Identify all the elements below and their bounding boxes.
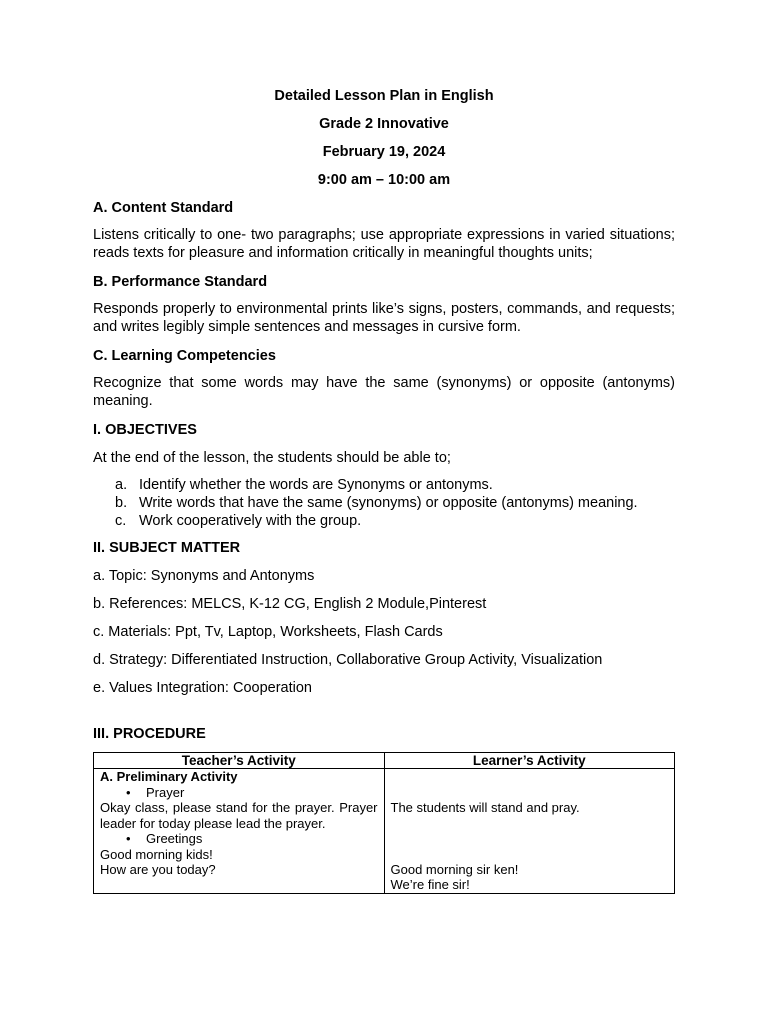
- teacher-prayer-text: Okay class, please stand for the prayer. Prayer leader for today please lead the prayer.: [100, 800, 378, 831]
- table-header-row: [94, 753, 675, 769]
- teacher-activity-header: Teacher’s Activity: [94, 753, 385, 769]
- objective-marker: c.: [115, 513, 127, 529]
- objectives-list: [93, 476, 675, 530]
- learner-greeting-line: Good morning sir ken!: [390, 861, 519, 877]
- objectives-intro: At the end of the lesson, the students should be able to;: [93, 450, 451, 466]
- teacher-activity-cell: [94, 769, 385, 894]
- objective-text: Write words that have the same (synonyms) or opposite (antonyms) meaning.: [139, 495, 638, 511]
- lesson-date: February 19, 2024: [322, 144, 446, 160]
- subject-matter-heading: II. SUBJECT MATTER: [93, 540, 241, 556]
- learner-prayer-text: The students will stand and pray.: [390, 800, 580, 815]
- greetings-bullet: [100, 831, 378, 847]
- subject-values: e. Values Integration: Cooperation: [93, 680, 312, 696]
- objective-marker: a.: [115, 477, 128, 493]
- cell-spacer: [391, 816, 668, 862]
- content-standard-heading: A. Content Standard: [93, 200, 234, 216]
- performance-standard-text: Responds properly to environmental prints like’s signs, posters, commands, and requests; and writes legibly simple sentences and messages in cursive form.: [93, 301, 675, 335]
- cell-spacer: [391, 769, 668, 800]
- objectives-heading: I. OBJECTIVES: [93, 422, 197, 438]
- subject-strategy: d. Strategy: Differentiated Instruction, Collaborative Group Activity, Visualization: [93, 652, 603, 668]
- objective-item: [115, 476, 675, 494]
- grade-label: Grade 2 Innovative: [319, 116, 449, 132]
- learning-competencies-text: Recognize that some words may have the same (synonyms) or opposite (antonyms) meaning.: [93, 375, 675, 409]
- lesson-plan-page: [93, 86, 675, 894]
- objective-item: [115, 512, 675, 530]
- learner-greeting-line: We’re fine sir!: [390, 877, 470, 892]
- bullet-icon: •: [126, 831, 131, 846]
- procedure-table: [93, 752, 675, 894]
- subject-references: b. References: MELCS, K-12 CG, English 2 Module,Pinterest: [93, 596, 487, 612]
- performance-standard-heading: B. Performance Standard: [93, 274, 268, 290]
- procedure-heading: III. PROCEDURE: [93, 726, 206, 742]
- learner-activity-cell: [384, 769, 674, 894]
- subject-topic: a. Topic: Synonyms and Antonyms: [93, 568, 315, 584]
- learner-activity-header: Learner’s Activity: [384, 753, 674, 769]
- objective-text: Identify whether the words are Synonyms or antonyms.: [139, 477, 493, 493]
- lesson-time: 9:00 am – 10:00 am: [317, 172, 451, 188]
- greetings-label: Greetings: [146, 831, 203, 846]
- prayer-label: Prayer: [146, 784, 185, 800]
- document-title: Detailed Lesson Plan in English: [274, 88, 494, 104]
- objective-text: Work cooperatively with the group.: [139, 513, 362, 529]
- teacher-greeting-line: How are you today?: [100, 862, 216, 877]
- bullet-icon: •: [126, 784, 131, 800]
- prayer-bullet: [100, 785, 378, 801]
- teacher-greeting-line: Good morning kids!: [100, 846, 213, 862]
- table-row: [94, 769, 675, 894]
- subject-materials: c. Materials: Ppt, Tv, Laptop, Worksheets, Flash Cards: [93, 624, 443, 640]
- objective-item: [115, 494, 675, 512]
- preliminary-activity-label: A. Preliminary Activity: [100, 769, 238, 784]
- objective-marker: b.: [115, 495, 128, 511]
- section-spacer: [93, 706, 675, 724]
- learning-competencies-heading: C. Learning Competencies: [93, 348, 276, 364]
- content-standard-text: Listens critically to one- two paragraphs; use appropriate expressions in varied situations; reads texts for pleasure and information critically in meaningful thoughts units;: [93, 227, 675, 261]
